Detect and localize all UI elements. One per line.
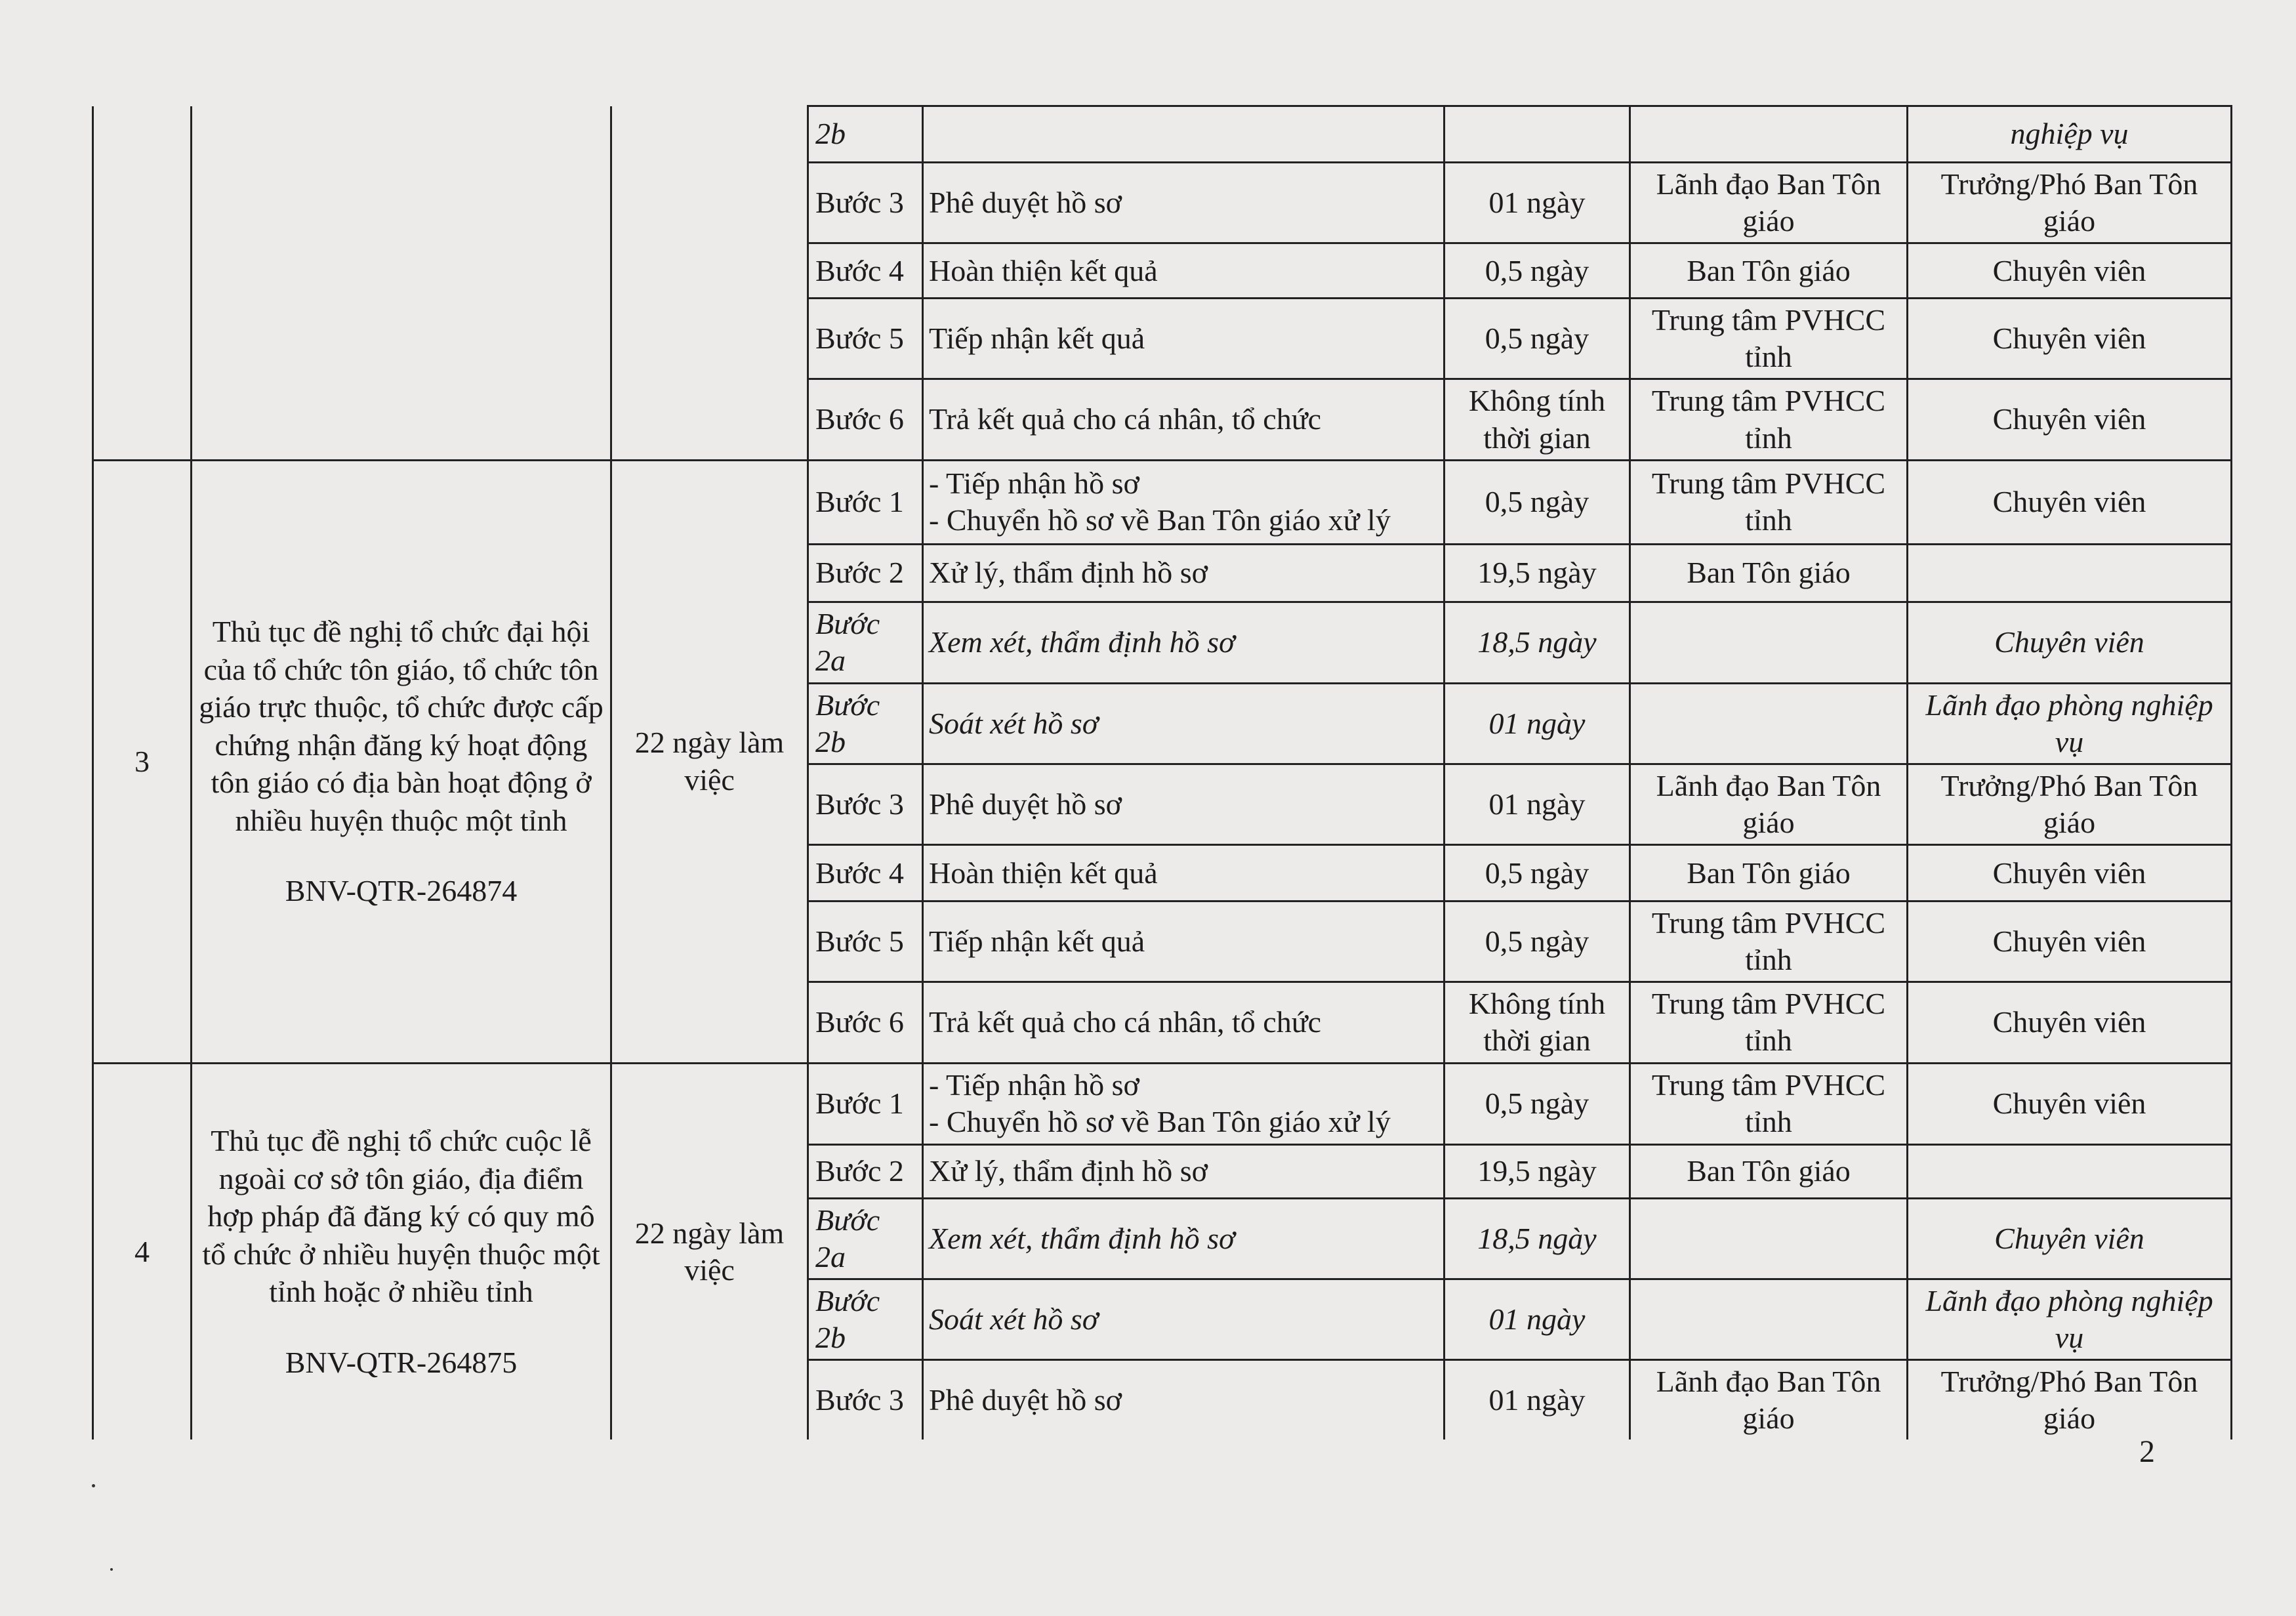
role-cell	[1908, 1144, 2232, 1198]
step-cell: Bước 4	[808, 243, 923, 299]
role-cell: nghiệp vụ	[1908, 106, 2232, 163]
role-cell: Chuyên viên	[1908, 299, 2232, 379]
content-cell: Tiếp nhận kết quả	[923, 299, 1445, 379]
procedure-name-cell	[192, 1063, 611, 1440]
role-cell: Chuyên viên	[1908, 901, 2232, 982]
unit-cell: Ban Tôn giáo	[1630, 544, 1908, 602]
step-cell: Bước 5	[808, 901, 923, 982]
time-cell: 0,5 ngày	[1445, 845, 1630, 901]
unit-cell: Trung tâm PVHCC tỉnh	[1630, 1063, 1908, 1144]
content-line: - Chuyển hồ sơ về Ban Tôn giáo xử lý	[929, 503, 1391, 537]
role-cell: Chuyên viên	[1908, 982, 2232, 1063]
content-cell: Hoàn thiện kết quả	[923, 243, 1445, 299]
content-cell: Tiếp nhận kết quả	[923, 901, 1445, 982]
step-cell: Bước 2	[808, 544, 923, 602]
procedure-duration: 22 ngày làm việc	[611, 1063, 808, 1440]
unit-cell	[1630, 106, 1908, 163]
time-cell: 01 ngày	[1445, 764, 1630, 844]
unit-cell	[1630, 1198, 1908, 1279]
time-cell: 19,5 ngày	[1445, 544, 1630, 602]
step-cell: Bước 1	[808, 460, 923, 544]
unit-cell	[1630, 602, 1908, 683]
step-cell: Bước 2b	[808, 1279, 923, 1359]
content-cell: Xử lý, thẩm định hồ sơ	[923, 544, 1445, 602]
content-cell: Xem xét, thẩm định hồ sơ	[923, 602, 1445, 683]
step-cell: Bước 6	[808, 982, 923, 1063]
table-row	[93, 460, 2232, 544]
time-cell: 01 ngày	[1445, 1279, 1630, 1359]
procedure-number: 3	[93, 460, 192, 1063]
step-cell: Bước 1	[808, 1063, 923, 1144]
time-cell: 01 ngày	[1445, 683, 1630, 764]
unit-cell: Lãnh đạo Ban Tôn giáo	[1630, 764, 1908, 844]
role-cell: Chuyên viên	[1908, 1198, 2232, 1279]
content-cell: Phê duyệt hồ sơ	[923, 1359, 1445, 1440]
unit-cell: Lãnh đạo Ban Tôn giáo	[1630, 1359, 1908, 1440]
time-cell	[1445, 106, 1630, 163]
role-cell: Chuyên viên	[1908, 602, 2232, 683]
procedure-name-cell	[192, 106, 611, 461]
table-row	[93, 1063, 2232, 1144]
scan-speck	[110, 1568, 113, 1571]
content-cell: Xử lý, thẩm định hồ sơ	[923, 1144, 1445, 1198]
time-cell: 0,5 ngày	[1445, 243, 1630, 299]
content-cell	[923, 106, 1445, 163]
procedure-table	[92, 105, 2232, 1440]
role-cell: Chuyên viên	[1908, 460, 2232, 544]
step-cell: Bước 2a	[808, 602, 923, 683]
time-cell: 18,5 ngày	[1445, 602, 1630, 683]
page-number: 2	[2139, 1434, 2155, 1469]
procedure-duration: 22 ngày làm việc	[611, 460, 808, 1063]
time-cell: 0,5 ngày	[1445, 1063, 1630, 1144]
role-cell: Trưởng/Phó Ban Tôn giáo	[1908, 764, 2232, 844]
procedure-code: BNV-QTR-264875	[285, 1345, 518, 1379]
step-cell: Bước 2b	[808, 683, 923, 764]
unit-cell: Ban Tôn giáo	[1630, 243, 1908, 299]
step-cell: Bước 6	[808, 379, 923, 460]
time-cell: 01 ngày	[1445, 1359, 1630, 1440]
time-cell: Không tính thời gian	[1445, 379, 1630, 460]
time-cell: 19,5 ngày	[1445, 1144, 1630, 1198]
role-cell: Chuyên viên	[1908, 1063, 2232, 1144]
content-cell: Soát xét hồ sơ	[923, 683, 1445, 764]
content-cell: Phê duyệt hồ sơ	[923, 764, 1445, 844]
unit-cell: Trung tâm PVHCC tỉnh	[1630, 901, 1908, 982]
duration-cell	[611, 106, 808, 461]
procedure-name: Thủ tục đề nghị tổ chức cuộc lễ ngoài cơ sở tôn giáo, địa điểm hợp pháp đã đăng ký có quy mô tổ chức ở nhiều huyện thuộc một tỉnh hoặc ở nhiều tỉnh	[202, 1124, 600, 1309]
content-line: - Tiếp nhận hồ sơ	[929, 1067, 1139, 1102]
role-cell: Lãnh đạo phòng nghiệp vụ	[1908, 1279, 2232, 1359]
role-cell: Trưởng/Phó Ban Tôn giáo	[1908, 1359, 2232, 1440]
procedure-code: BNV-QTR-264874	[285, 874, 518, 908]
unit-cell	[1630, 1279, 1908, 1359]
unit-cell: Ban Tôn giáo	[1630, 1144, 1908, 1198]
role-cell: Chuyên viên	[1908, 845, 2232, 901]
role-cell	[1908, 544, 2232, 602]
unit-cell	[1630, 683, 1908, 764]
content-cell	[923, 460, 1445, 544]
unit-cell: Trung tâm PVHCC tỉnh	[1630, 379, 1908, 460]
procedure-name: Thủ tục đề nghị tổ chức đại hội của tổ chức tôn giáo, tổ chức tôn giáo trực thuộc, tổ chức được cấp chứng nhận đăng ký hoạt động tôn giáo có địa bàn hoạt động ở nhiều huyện thuộc một tỉnh	[199, 615, 604, 837]
time-cell: 01 ngày	[1445, 163, 1630, 243]
unit-cell: Ban Tôn giáo	[1630, 845, 1908, 901]
time-cell: 0,5 ngày	[1445, 299, 1630, 379]
unit-cell: Trung tâm PVHCC tỉnh	[1630, 299, 1908, 379]
unit-cell: Trung tâm PVHCC tỉnh	[1630, 460, 1908, 544]
time-cell: 0,5 ngày	[1445, 901, 1630, 982]
step-cell: 2b	[808, 106, 923, 163]
step-cell: Bước 3	[808, 1359, 923, 1440]
content-cell: Phê duyệt hồ sơ	[923, 163, 1445, 243]
content-cell	[923, 1063, 1445, 1144]
step-cell: Bước 4	[808, 845, 923, 901]
content-cell: Trả kết quả cho cá nhân, tổ chức	[923, 982, 1445, 1063]
unit-cell: Trung tâm PVHCC tỉnh	[1630, 982, 1908, 1063]
content-line: - Chuyển hồ sơ về Ban Tôn giáo xử lý	[929, 1105, 1391, 1139]
no-cell	[93, 106, 192, 461]
role-cell: Chuyên viên	[1908, 243, 2232, 299]
time-cell: 0,5 ngày	[1445, 460, 1630, 544]
role-cell: Trưởng/Phó Ban Tôn giáo	[1908, 163, 2232, 243]
step-cell: Bước 3	[808, 163, 923, 243]
step-cell: Bước 5	[808, 299, 923, 379]
role-cell: Lãnh đạo phòng nghiệp vụ	[1908, 683, 2232, 764]
scan-speck	[92, 1484, 95, 1487]
content-cell: Xem xét, thẩm định hồ sơ	[923, 1198, 1445, 1279]
content-cell: Soát xét hồ sơ	[923, 1279, 1445, 1359]
time-cell: Không tính thời gian	[1445, 982, 1630, 1063]
procedure-name-cell	[192, 460, 611, 1063]
step-cell: Bước 3	[808, 764, 923, 844]
content-line: - Tiếp nhận hồ sơ	[929, 466, 1139, 501]
unit-cell: Lãnh đạo Ban Tôn giáo	[1630, 163, 1908, 243]
content-cell: Hoàn thiện kết quả	[923, 845, 1445, 901]
step-cell: Bước 2	[808, 1144, 923, 1198]
content-cell: Trả kết quả cho cá nhân, tổ chức	[923, 379, 1445, 460]
step-cell: Bước 2a	[808, 1198, 923, 1279]
table-row	[93, 106, 2232, 163]
time-cell: 18,5 ngày	[1445, 1198, 1630, 1279]
procedure-number: 4	[93, 1063, 192, 1440]
role-cell: Chuyên viên	[1908, 379, 2232, 460]
